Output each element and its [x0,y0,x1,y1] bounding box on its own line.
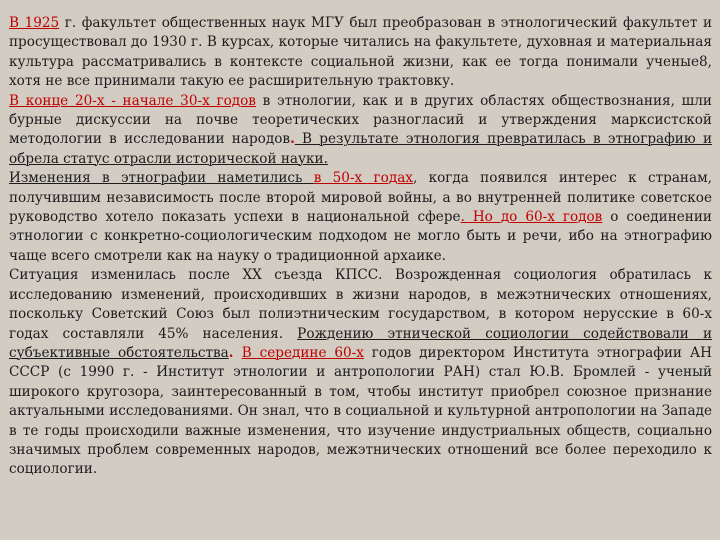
paragraph-text: о соединении этнологии с конкретно-социологическим подходом не могло быть и речи, ибо на этнографию чаще всего смотрели как на науку о традиционной архаике. [9,209,712,264]
highlight-20s-30s: В конце 20-х - начале 30-х годов [9,92,256,109]
paragraph-text: г. факультет общественных наук МГУ был преобразован в этнологический факультет и просуществовал до 1930 г. В курсах, которые читались на факультете, духовная и материальная культура рассматривались в контексте социальной жизни, как ее тогда понимали ученые8, хотя не все принимали такую ее расширительную трактовку. [9,15,713,90]
highlight-mid-60s: В середине 60-х [241,344,364,361]
red-period: . [228,344,242,361]
underlined-result-text: В результате этнология превратилась в этнографию и обрела статус отрасли исторической науки. [9,131,713,167]
paragraph-50s [9,169,712,266]
highlight-1925: В 1925 [9,15,60,31]
paragraph-20s-30s [9,92,712,170]
paragraph-text: в этнологии, как и в других областях обществознания, шли бурные дискуссии на почве теоретических разногласий и утверждения марксистской методологии в исследовании народов [9,92,712,148]
paragraph-text: годов директором Института этнографии АН СССР (с 1990 г. - Институт этнологии и антропологии РАН) стал Ю.В. Бромлей - ученый широкого кругозора, заинтересованный в том, чтобы институт приобрел союзное признание актуальными исследованиями. Он знал, что в социальной и культурной антропологии на Западе в те годы происходили важные изменения, что изучение индустриальных обществ, социально значимых проблем современных народов, межэтнических отношений все более переходило к социологии. [9,344,712,478]
paragraph-xx-congress [9,266,712,479]
paragraph-text: Ситуация изменилась после XX съезда КПСС. Возрожденная социология обратилась к исследованию изменений, происходивших в жизни народов, в межэтнических отношениях, поскольку Советский Союз был полиэтническим государством, в котором нерусские в 60-х годах составляли 45% населения. [9,267,712,342]
underlined-ethnic-sociology-text: Рождению этнической социологии содействовали и субъективные обстоятельства [9,325,713,361]
paragraph-text: , когда появился интерес к странам, получившим независимость после второй мировой войны, а во внутренней политике советское руководство хотело показать успехи в национальной сфере [9,170,712,226]
red-period: . [290,131,295,148]
paragraph-text: Изменения в этнографии наметились [9,170,314,187]
highlight-50s: в 50-х годах [313,170,413,187]
paragraph-1925 [9,14,712,92]
highlight-60s: . Но до 60-х годов [460,209,603,226]
